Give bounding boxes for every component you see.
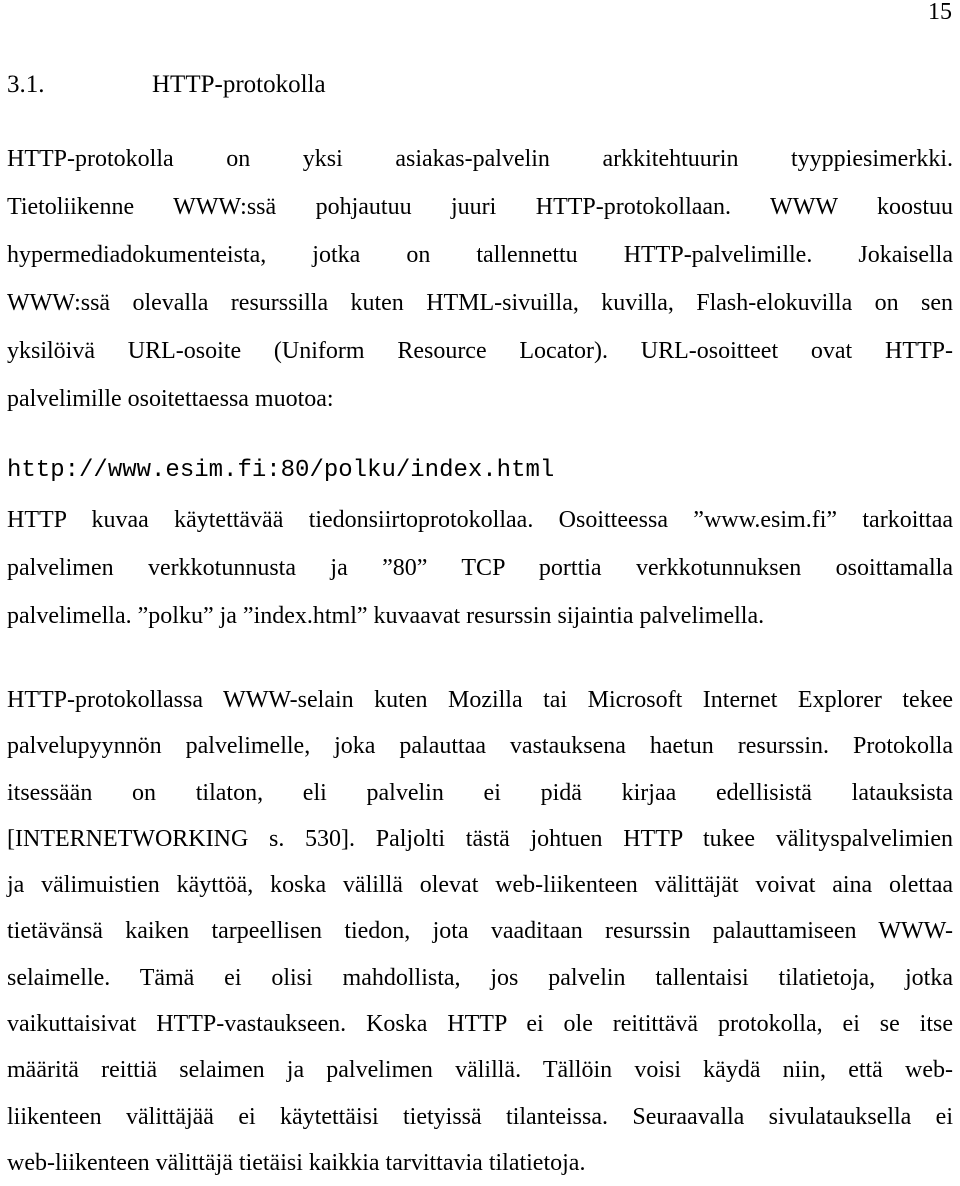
- paragraph-line: ja välimuistien käyttöä, koska välillä olevat web-liikenteen välittäjät voivat aina olettaa: [7, 872, 953, 899]
- paragraph-line: HTTP-protokollassa WWW-selain kuten Mozilla tai Microsoft Internet Explorer tekee: [7, 687, 953, 713]
- paragraph-line: hypermediadokumenteista, jotka on tallennettu HTTP-palvelimille. Jokaisella: [7, 242, 953, 268]
- paragraph-line: liikenteen välittäjää ei käytettäisi tietyissä tilanteissa. Seuraavalla sivulatauksella ei: [7, 1103, 953, 1130]
- paragraph-line: HTTP kuvaa käytettävää tiedonsiirtoprotokollaa. Osoitteessa ”www.esim.fi” tarkoittaa: [7, 507, 953, 533]
- paragraph-line: määritä reittiä selaimen ja palvelimen välillä. Tällöin voisi käydä niin, että web-: [7, 1057, 953, 1084]
- page-number: 15: [928, 0, 952, 25]
- paragraph-line: selaimelle. Tämä ei olisi mahdollista, jos palvelin tallentaisi tilatietoja, jotka: [7, 964, 953, 991]
- paragraph-line: tietävänsä kaiken tarpeellisen tiedon, jota vaaditaan resurssin palauttamiseen WWW-: [7, 918, 953, 945]
- paragraph-line: web-liikenteen välittäjä tietäisi kaikkia tarvittavia tilatietoja.: [7, 1149, 586, 1176]
- paragraph-line: itsessään on tilaton, eli palvelin ei pidä kirjaa edellisistä latauksista: [7, 779, 953, 806]
- paragraph-protocol: [7, 677, 953, 1186]
- paragraph-line: vaikuttaisivat HTTP-vastaukseen. Koska HTTP ei ole reitittävä protokolla, ei se itse: [7, 1011, 953, 1038]
- paragraph-line: palvelimille osoitettaessa muotoa:: [7, 386, 334, 412]
- section-title: HTTP-protokolla: [152, 71, 326, 98]
- paragraph-url-explanation: [7, 496, 953, 640]
- paragraph-line: [INTERNETWORKING s. 530]. Paljolti tästä johtuen HTTP tukee välityspalvelimien: [7, 825, 953, 852]
- paragraph-line: Tietoliikenne WWW:ssä pohjautuu juuri HTTP-protokollaan. WWW koostuu: [7, 194, 953, 220]
- paragraph-line: yksilöivä URL-osoite (Uniform Resource Locator). URL-osoitteet ovat HTTP-: [7, 338, 953, 364]
- paragraph-line: palvelimella. ”polku” ja ”index.html” kuvaavat resurssin sijaintia palvelimella.: [7, 603, 765, 629]
- paragraph-line: WWW:ssä olevalla resurssilla kuten HTML-sivuilla, kuvilla, Flash-elokuvilla on sen: [7, 290, 953, 316]
- paragraph-line: HTTP-protokolla on yksi asiakas-palvelin arkkitehtuurin tyyppiesimerkki.: [7, 146, 953, 172]
- paragraph-line: palvelimen verkkotunnusta ja ”80” TCP porttia verkkotunnuksen osoittamalla: [7, 555, 953, 581]
- section-number: 3.1.: [7, 71, 45, 98]
- paragraph-intro: [7, 135, 953, 423]
- url-code-example: http://www.esim.fi:80/polku/index.html: [7, 457, 555, 484]
- paragraph-line: palvelupyynnön palvelimelle, joka palauttaa vastauksena haetun resurssin. Protokolla: [7, 733, 953, 760]
- section-heading: [7, 70, 326, 100]
